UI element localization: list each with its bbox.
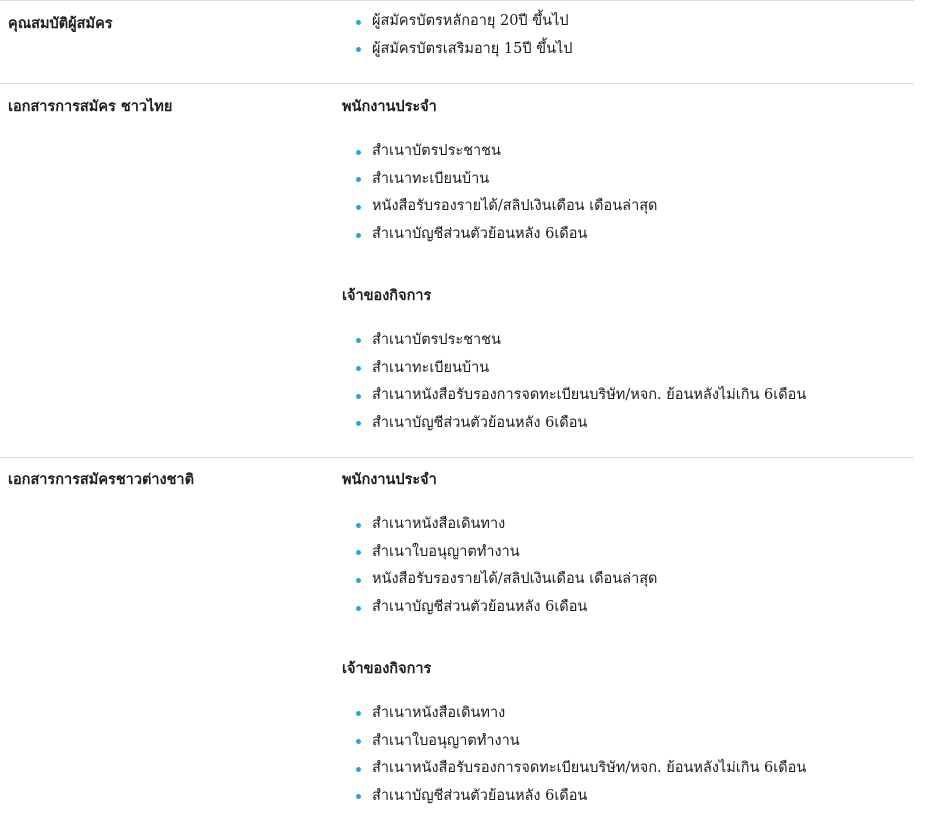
list-item: สำเนาหนังสือเดินทาง bbox=[342, 511, 914, 539]
list-item: สำเนาหนังสือรับรองการจดทะเบียนบริษัท/หจก. ย้อนหลังไม่เกิน 6เดือน bbox=[342, 755, 914, 783]
row-label-qualifications: คุณสมบัติผู้สมัคร bbox=[8, 16, 113, 32]
list-item: สำเนาบัตรประชาชน bbox=[342, 327, 914, 355]
list-item: สำเนาบัญชีส่วนตัวย้อนหลัง 6เดือน bbox=[342, 783, 914, 811]
row-thai-documents bbox=[0, 83, 914, 457]
row-content-qualifications bbox=[342, 1, 914, 83]
group-title-business-owner: เจ้าของกิจการ bbox=[342, 660, 432, 677]
foreign-employee-list bbox=[342, 511, 914, 622]
list-item: สำเนาบัญชีส่วนตัวย้อนหลัง 6เดือน bbox=[342, 594, 914, 622]
list-item: ผู้สมัครบัตรหลักอายุ 20ปี ขึ้นไป bbox=[342, 8, 914, 36]
list-item: ผู้สมัครบัตรเสริมอายุ 15ปี ขึ้นไป bbox=[342, 36, 914, 64]
list-item: หนังสือรับรองรายได้/สลิปเงินเดือน เดือนล่าสุด bbox=[342, 193, 914, 221]
list-item: สำเนาหนังสือเดินทาง bbox=[342, 700, 914, 728]
list-item: สำเนาหนังสือรับรองการจดทะเบียนบริษัท/หจก. ย้อนหลังไม่เกิน 6เดือน bbox=[342, 382, 914, 410]
list-item: สำเนาทะเบียนบ้าน bbox=[342, 355, 914, 383]
row-label-foreign-documents: เอกสารการสมัครชาวต่างชาติ bbox=[8, 472, 194, 488]
row-content-thai-documents bbox=[342, 84, 914, 457]
row-content-foreign-documents bbox=[342, 458, 914, 818]
list-item: หนังสือรับรองรายได้/สลิปเงินเดือน เดือนล่าสุด bbox=[342, 566, 914, 594]
row-foreign-documents bbox=[0, 457, 914, 818]
foreign-business-owner-list bbox=[342, 700, 914, 811]
thai-employee-list bbox=[342, 138, 914, 249]
list-item: สำเนาบัญชีส่วนตัวย้อนหลัง 6เดือน bbox=[342, 410, 914, 438]
group-title-employee: พนักงานประจำ bbox=[342, 472, 437, 488]
group-title-employee: พนักงานประจำ bbox=[342, 99, 437, 115]
row-qualifications bbox=[0, 0, 914, 83]
list-item: สำเนาทะเบียนบ้าน bbox=[342, 166, 914, 194]
group-title-business-owner: เจ้าของกิจการ bbox=[342, 287, 432, 304]
qualifications-list bbox=[342, 8, 914, 63]
row-label-thai-documents: เอกสารการสมัคร ชาวไทย bbox=[8, 99, 173, 115]
list-item: สำเนาใบอนุญาตทำงาน bbox=[342, 539, 914, 567]
list-item: สำเนาบัตรประชาชน bbox=[342, 138, 914, 166]
list-item: สำเนาใบอนุญาตทำงาน bbox=[342, 728, 914, 756]
list-item: สำเนาบัญชีส่วนตัวย้อนหลัง 6เดือน bbox=[342, 221, 914, 249]
thai-business-owner-list bbox=[342, 327, 914, 438]
